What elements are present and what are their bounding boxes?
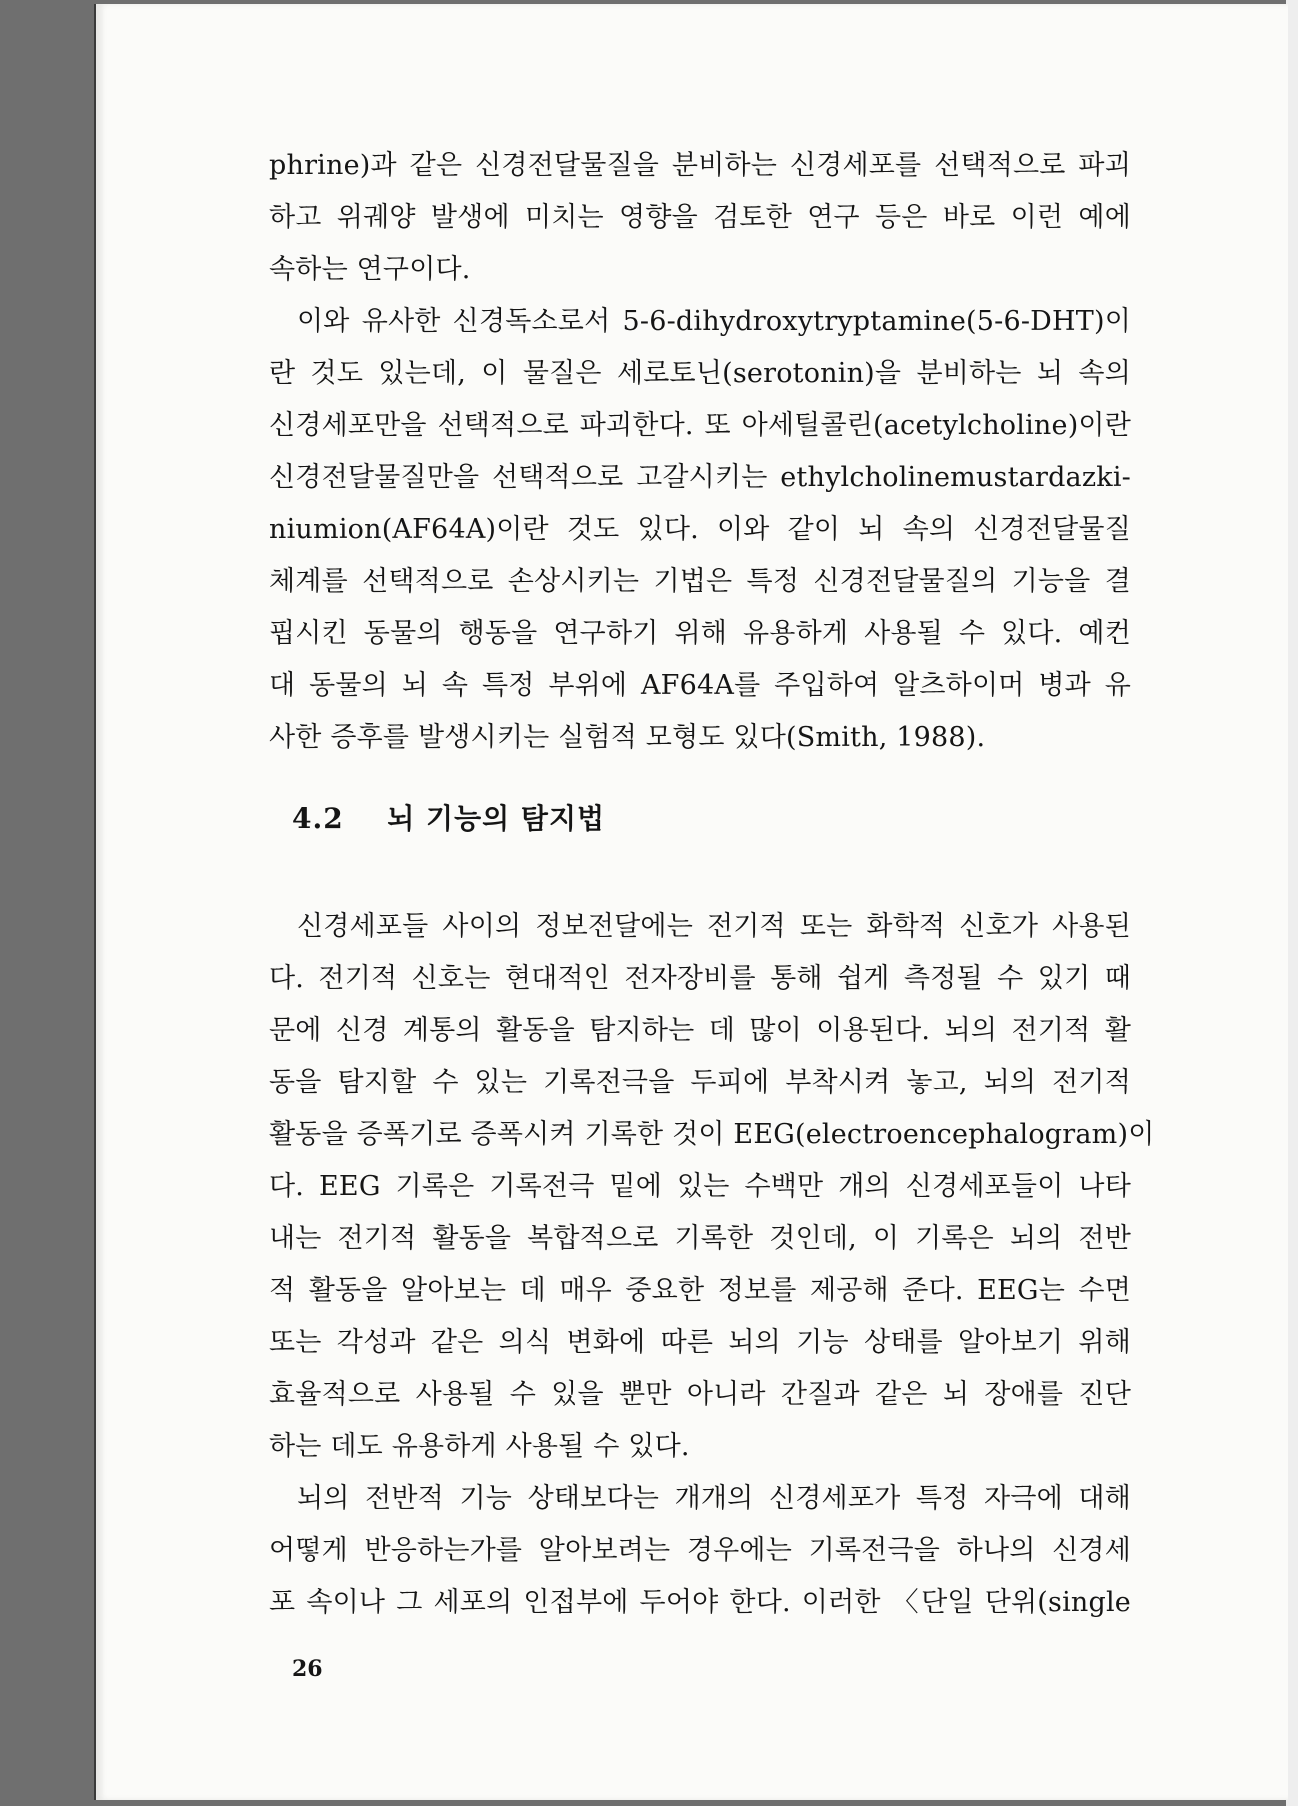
text-line: 효율적으로 사용될 수 있을 뿐만 아니라 간질과 같은 뇌 장애를 진단 (269, 1379, 1131, 1410)
text-line: 뇌의 전반적 기능 상태보다는 개개의 신경세포가 특정 자극에 대해 (297, 1483, 1131, 1514)
text-line: 다. 전기적 신호는 현대적인 전자장비를 통해 쉽게 측정될 수 있기 때 (269, 963, 1131, 994)
section-title: 뇌 기능의 탐지법 (387, 802, 606, 835)
text-line: 동을 탐지할 수 있는 기록전극을 두피에 부착시켜 놓고, 뇌의 전기적 (269, 1067, 1131, 1098)
section-heading (292, 799, 605, 839)
text-line: 다. EEG 기록은 기록전극 밑에 있는 수백만 개의 신경세포들이 나타 (269, 1171, 1131, 1202)
text-line: 활동을 증폭기로 증폭시켜 기록한 것이 EEG(electroencephalogram)이 (269, 1119, 1155, 1150)
text-line: 사한 증후를 발생시키는 실험적 모형도 있다(Smith, 1988). (269, 722, 986, 753)
text-line: 포 속이나 그 세포의 인접부에 두어야 한다. 이러한 〈단일 단위(single (269, 1587, 1131, 1618)
text-line: 속하는 연구이다. (269, 254, 471, 285)
text-line: 문에 신경 계통의 활동을 탐지하는 데 많이 이용된다. 뇌의 전기적 활 (269, 1015, 1131, 1046)
text-line: 대 동물의 뇌 속 특정 부위에 AF64A를 주입하여 알츠하이머 병과 유 (269, 670, 1131, 701)
text-line: 신경세포만을 선택적으로 파괴한다. 또 아세틸콜린(acetylcholine)이란 (269, 410, 1131, 441)
text-line: 적 활동을 알아보는 데 매우 중요한 정보를 제공해 준다. EEG는 수면 (269, 1275, 1131, 1306)
text-line: 신경전달물질만을 선택적으로 고갈시키는 ethylcholinemustardazki- (269, 462, 1131, 493)
book-page (94, 4, 1288, 1800)
text-line: 신경세포들 사이의 정보전달에는 전기적 또는 화학적 신호가 사용된 (297, 911, 1131, 942)
text-line: 내는 전기적 활동을 복합적으로 기록한 것인데, 이 기록은 뇌의 전반 (269, 1223, 1131, 1254)
text-line: 하고 위궤양 발생에 미치는 영향을 검토한 연구 등은 바로 이런 예에 (269, 202, 1131, 233)
text-line: niumion(AF64A)이란 것도 있다. 이와 같이 뇌 속의 신경전달물질 (269, 514, 1131, 545)
text-line: 어떻게 반응하는가를 알아보려는 경우에는 기록전극을 하나의 신경세 (269, 1535, 1131, 1566)
text-line: 핍시킨 동물의 행동을 연구하기 위해 유용하게 사용될 수 있다. 예컨 (269, 618, 1131, 649)
text-line: 또는 각성과 같은 의식 변화에 따른 뇌의 기능 상태를 알아보기 위해 (269, 1327, 1131, 1358)
text-line: 하는 데도 유용하게 사용될 수 있다. (269, 1431, 690, 1462)
page-number: 26 (292, 1656, 323, 1682)
text-line: 란 것도 있는데, 이 물질은 세로토닌(serotonin)을 분비하는 뇌 속의 (269, 358, 1131, 389)
text-line: phrine)과 같은 신경전달물질을 분비하는 신경세포를 선택적으로 파괴 (269, 150, 1131, 181)
text-line: 체계를 선택적으로 손상시키는 기법은 특정 신경전달물질의 기능을 결 (269, 566, 1131, 597)
text-line: 이와 유사한 신경독소로서 5-6-dihydroxytryptamine(5-6-DHT)이 (297, 306, 1131, 337)
section-number: 4.2 (292, 802, 344, 835)
